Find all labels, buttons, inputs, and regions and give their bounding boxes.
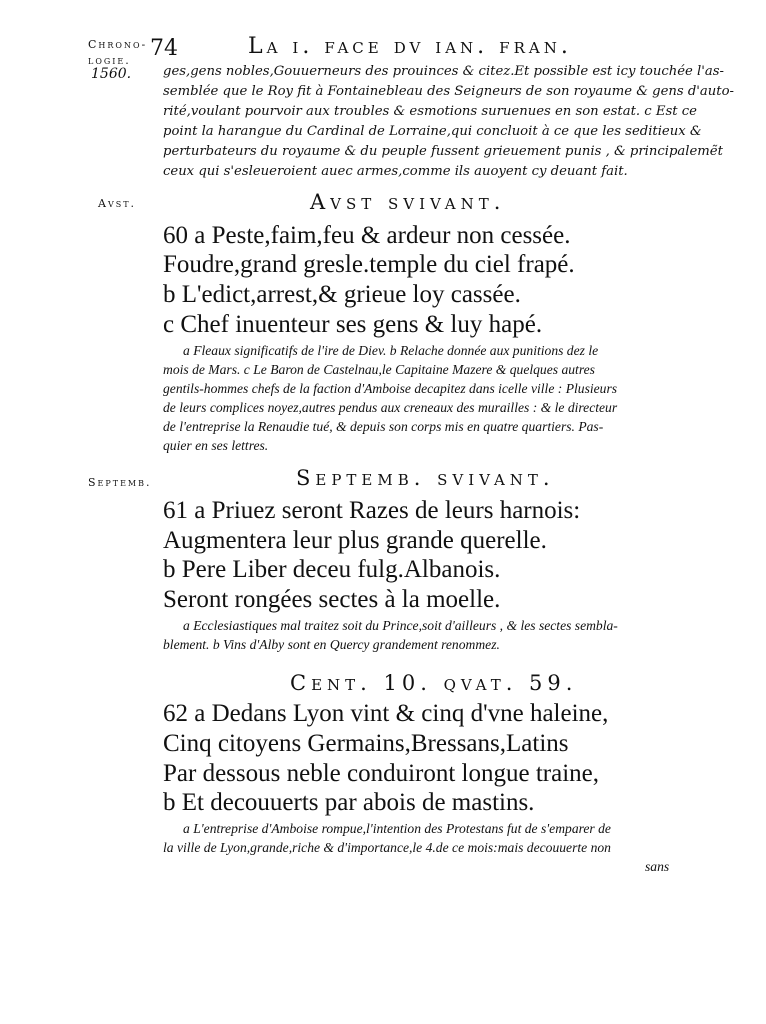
intro-line: rité,voulant pourvoir aux troubles & esmotions suruenues en son estat. c Est ce	[163, 104, 697, 119]
verse-line: 60 a Peste,faim,feu & ardeur non cessée.	[163, 222, 571, 249]
note-line: gentils-hommes chefs de la faction d'Amboise decapitez dans icelle ville : Plusieurs	[163, 381, 618, 396]
note-line: mois de Mars. c Le Baron de Castelnau,le Capitaine Mazere & quelques autres	[163, 362, 595, 377]
note-line: quier en ses lettres.	[163, 438, 269, 453]
running-title: La i. face dv ian. fran.	[248, 34, 572, 59]
verse-line: Augmentera leur plus grande querelle.	[163, 527, 547, 554]
verse-line: 61 a Priuez seront Razes de leurs harnois:	[163, 497, 581, 524]
page-number: 74	[150, 36, 178, 61]
section-heading: Septemb. svivant.	[296, 466, 555, 490]
verse-line: Cinq citoyens Germains,Bressans,Latins	[163, 730, 569, 757]
margin-aust: Avst.	[98, 197, 137, 210]
margin-septemb: Septemb.	[88, 476, 152, 489]
section-heading: Cent. 10. qvat. 59.	[290, 671, 578, 695]
intro-line: perturbateurs du royaume & du peuple fussent grieuement punis , & principalemẽt	[163, 144, 723, 159]
note-line: de l'entreprise la Renaudie tué, & depuis son corps mis en quatre quartiers. Pas-	[163, 419, 604, 434]
intro-line: ges,gens nobles,Gouuerneurs des prouinces & citez.Et possible est icy touchée l'as-	[163, 64, 724, 79]
verse-line: Foudre,grand gresle.temple du ciel frapé.	[163, 251, 575, 278]
intro-line: ceux qui s'esleueroient auec armes,comme ils auoyent cy deuant fait.	[163, 164, 628, 179]
section-heading: Avst svivant.	[310, 190, 506, 214]
verse-line: b Et decouuerts par abois de mastins.	[163, 789, 535, 816]
margin-chronologie-1: Chrono-	[88, 38, 148, 51]
margin-chronologie-2: logie.	[88, 54, 131, 67]
note-line: a Fleaux significatifs de l'ire de Diev. b Relache donnée aux punitions dez le	[183, 343, 599, 358]
catchword: sans	[645, 859, 670, 874]
verse-line: b Pere Liber deceu fulg.Albanois.	[163, 556, 501, 583]
verse-line: c Chef inuenteur ses gens & luy hapé.	[163, 311, 543, 338]
note-line: la ville de Lyon,grande,riche & d'importance,le 4.de ce mois:mais decouuerte non	[163, 840, 611, 855]
verse-line: b L'edict,arrest,& grieue loy cassée.	[163, 281, 521, 308]
verse-line: 62 a Dedans Lyon vint & cinq d'vne haleine,	[163, 700, 609, 727]
margin-year: 1560.	[91, 66, 132, 82]
intro-line: point la harangue du Cardinal de Lorraine,qui concluoit à ce que les seditieux &	[163, 124, 702, 139]
note-line: de leurs complices noyez,autres pendus aux creneaux des murailles : & le directeur	[163, 400, 618, 415]
note-line: a L'entreprise d'Amboise rompue,l'intention des Protestans fut de s'emparer de	[183, 821, 611, 836]
verse-line: Seront rongées sectes à la moelle.	[163, 586, 501, 613]
verse-line: Par dessous neble conduiront longue traine,	[163, 760, 600, 787]
note-line: blement. b Vins d'Alby sont en Quercy grandement renommez.	[163, 637, 500, 652]
intro-line: semblée que le Roy fit à Fontainebleau des Seigneurs de son royaume & gens d'auto-	[163, 84, 734, 99]
note-line: a Ecclesiastiques mal traitez soit du Prince,soit d'ailleurs , & les sectes sembla-	[183, 618, 618, 633]
